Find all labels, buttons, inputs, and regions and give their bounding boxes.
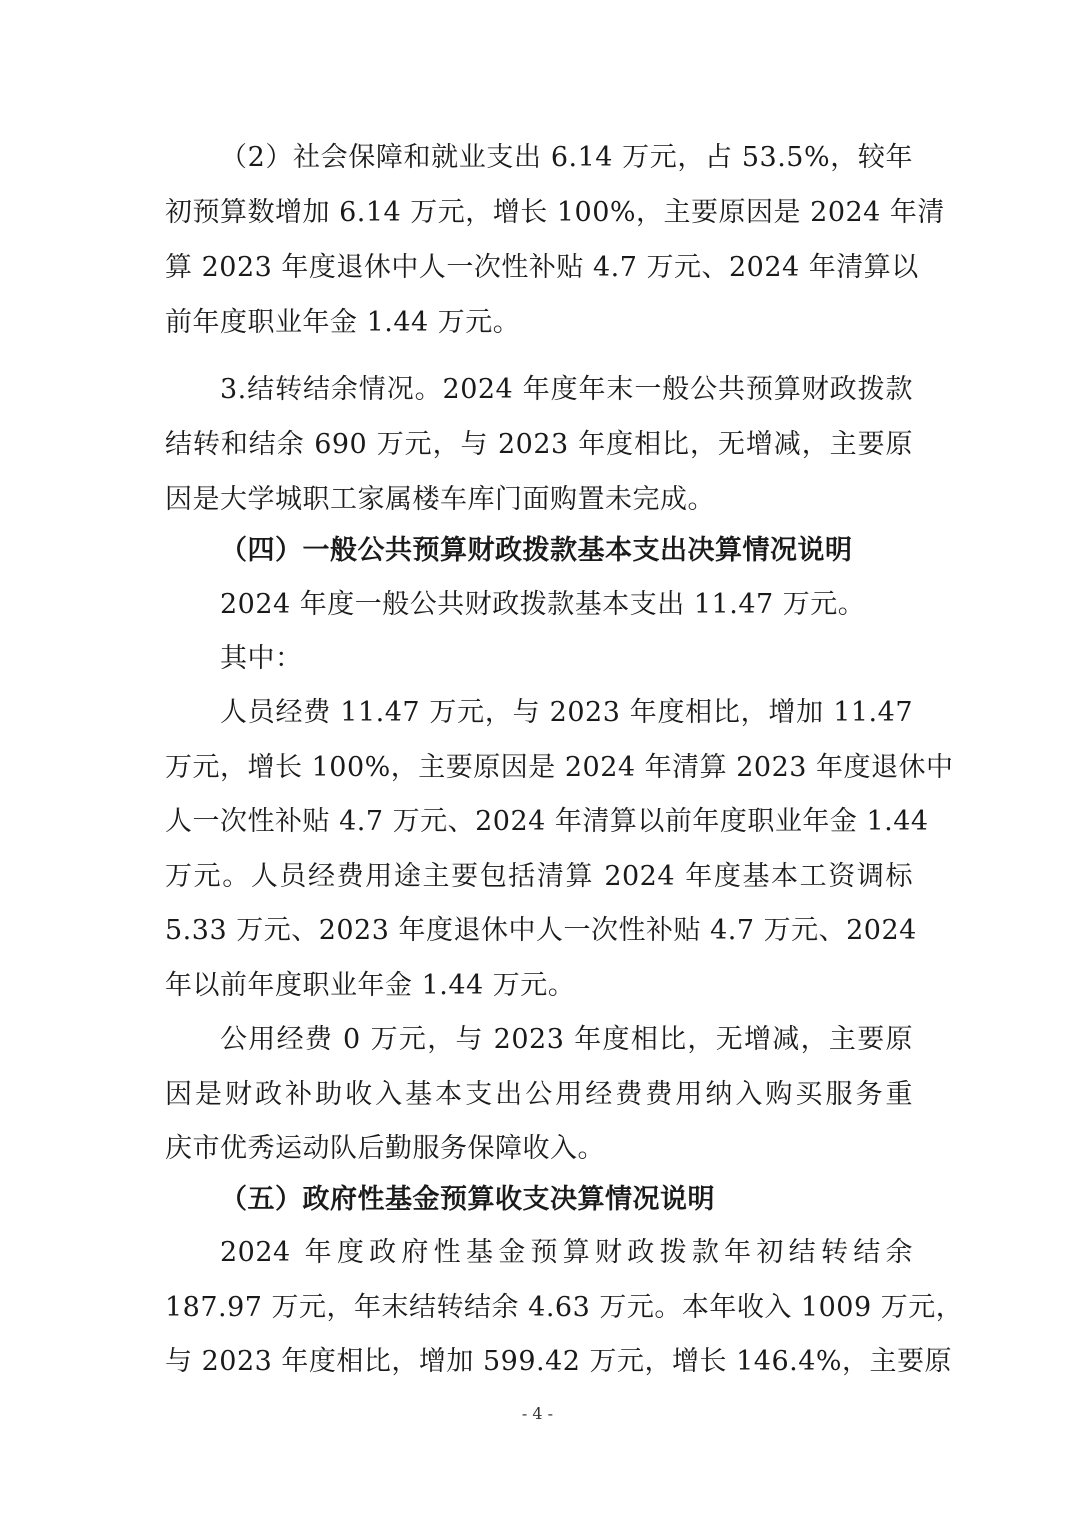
paragraph-line: 因是大学城职工家属楼车库门面购置未完成。 xyxy=(165,484,715,515)
paragraph-line: （2）社会保障和就业支出 6.14 万元，占 53.5%，较年 xyxy=(220,142,913,173)
paragraph-line: 人一次性补贴 4.7 万元、2024 年清算以前年度职业年金 1.44 xyxy=(165,806,929,837)
page-number: - 4 - xyxy=(521,1404,554,1423)
paragraph-line: 人员经费 11.47 万元，与 2023 年度相比，增加 11.47 xyxy=(220,697,913,728)
paragraph-line: 年以前年度职业年金 1.44 万元。 xyxy=(165,970,576,1001)
paragraph-line: 其中： xyxy=(220,643,303,674)
paragraph-line: 前年度职业年金 1.44 万元。 xyxy=(165,307,521,338)
section-heading: （四）一般公共预算财政拨款基本支出决算情况说明 xyxy=(220,535,853,566)
paragraph-line: 庆市优秀运动队后勤服务保障收入。 xyxy=(165,1133,605,1164)
paragraph-line: 万元。人员经费用途主要包括清算 2024 年度基本工资调标 xyxy=(165,861,913,892)
paragraph-line: 5.33 万元、2023 年度退休中人一次性补贴 4.7 万元、2024 xyxy=(165,915,917,946)
paragraph-line: 因是财政补助收入基本支出公用经费费用纳入购买服务重 xyxy=(165,1079,913,1110)
paragraph-line: 与 2023 年度相比，增加 599.42 万元，增长 146.4%，主要原 xyxy=(165,1346,953,1377)
paragraph-line: 2024 年度一般公共财政拨款基本支出 11.47 万元。 xyxy=(220,589,866,620)
paragraph-line: 结转和结余 690 万元，与 2023 年度相比，无增减，主要原 xyxy=(165,429,913,460)
paragraph-line: 万元，增长 100%，主要原因是 2024 年清算 2023 年度退休中 xyxy=(165,752,954,783)
paragraph-line: 初预算数增加 6.14 万元，增长 100%，主要原因是 2024 年清 xyxy=(165,197,945,228)
paragraph-line: 算 2023 年度退休中人一次性补贴 4.7 万元、2024 年清算以 xyxy=(165,252,919,283)
paragraph-line: 3.结转结余情况。2024 年度年末一般公共预算财政拨款 xyxy=(220,374,913,405)
section-heading: （五）政府性基金预算收支决算情况说明 xyxy=(220,1184,715,1215)
paragraph-line: 187.97 万元，年末结转结余 4.63 万元。本年收入 1009 万元， xyxy=(165,1292,964,1323)
paragraph-line: 2024 年度政府性基金预算财政拨款年初结转结余 xyxy=(220,1237,913,1268)
paragraph-line: 公用经费 0 万元，与 2023 年度相比，无增减，主要原 xyxy=(220,1024,913,1055)
